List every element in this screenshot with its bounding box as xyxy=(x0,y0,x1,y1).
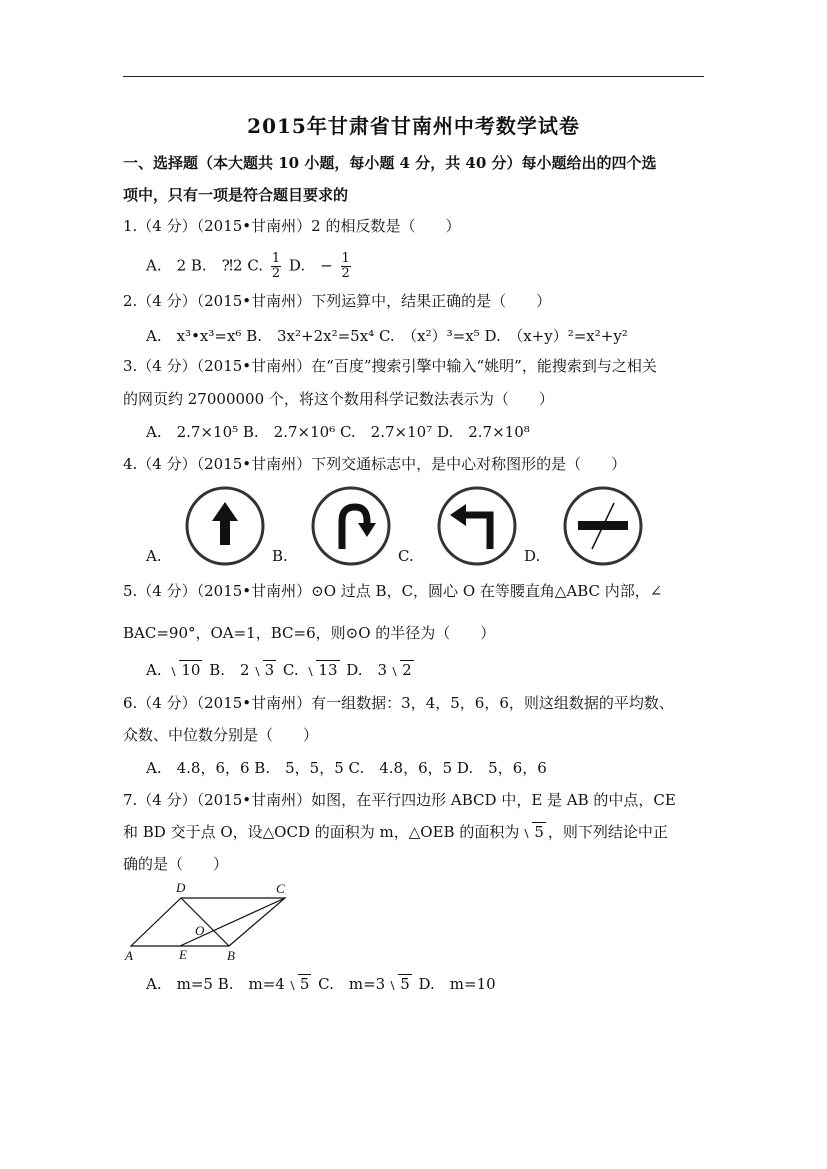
sign-u-turn-icon xyxy=(310,485,392,567)
q6-options: A. 4.8，6，6 B. 5，5，5 C. 4.8，6，5 D. 5，6，6 xyxy=(146,759,547,777)
q4-label-a: A. xyxy=(146,547,162,565)
q5-stem-line1: 5.（4 分）（2015•甘南州）⊙O 过点 B，C，圆心 O 在等腰直角△ABC 内部，∠ xyxy=(123,582,663,600)
q7-stem-line1: 7.（4 分）（2015•甘南州）如图，在平行四边形 ABCD 中，E 是 AB 的中点，CE xyxy=(123,791,676,809)
q2-options: A. x³•x³=x⁶ B. 3x²+2x²=5x⁴ C. （x²）³=x⁵ D. （x+y）²=x²+y² xyxy=(146,327,628,345)
point-label-a: A xyxy=(125,948,133,963)
q1-options xyxy=(146,252,354,281)
q1-fraction-d xyxy=(341,252,351,281)
parallelogram-diagram xyxy=(123,880,303,966)
sqrt-10 xyxy=(168,659,202,681)
q5-options xyxy=(146,659,416,681)
q1-stem: 1.（4 分）（2015•甘南州）2 的相反数是（ ） xyxy=(123,217,461,235)
frac-denominator: 2 xyxy=(271,266,281,281)
q7-option-c: C. m=3 xyxy=(313,975,386,993)
point-label-c: C xyxy=(276,881,285,896)
frac-numerator: 1 xyxy=(341,251,350,266)
q6-stem-line1: 6.（4 分）（2015•甘南州）有一组数据：3，4，5，6，6，则这组数据的平均数、 xyxy=(123,694,674,712)
q3-stem-line2: 的网页约 27000000 个，将这个数用科学记数法表示为（ ） xyxy=(123,390,554,408)
q3-options: A. 2.7×10⁵ B. 2.7×10⁶ C. 2.7×10⁷ D. 2.7×10⁸ xyxy=(146,423,530,441)
radicand: 2 xyxy=(402,661,412,679)
radicand: 5 xyxy=(534,823,544,841)
q3-stem-line1: 3.（4 分）（2015•甘南州）在“百度”搜索引擎中输入“姚明”，能搜索到与之相关 xyxy=(123,357,657,375)
radicand: 5 xyxy=(400,975,410,993)
q7-options xyxy=(146,973,496,995)
point-label-e: E xyxy=(179,947,187,962)
q7-stem-line2 xyxy=(123,821,668,843)
q4-label-b: B. xyxy=(272,547,288,565)
q7-option-d: D. m=10 xyxy=(413,975,496,993)
point-label-o: O xyxy=(195,923,205,938)
section-heading-line1: 一、选择题（本大题共 10 小题，每小题 4 分，共 40 分）每小题给出的四个选 xyxy=(123,154,657,172)
header-rule xyxy=(123,76,704,77)
sign-left-turn-icon xyxy=(436,485,518,567)
q5-stem-line2: BAC=90°，OA=1，BC=6，则⊙O 的半径为（ ） xyxy=(123,624,496,642)
frac-denominator: 2 xyxy=(341,266,350,281)
sqrt-3 xyxy=(252,659,277,681)
q7-stem-text-end: ，则下列结论中正 xyxy=(547,823,668,841)
q7-option-ab: A. m=5 B. m=4 xyxy=(146,975,285,993)
q4-stem: 4.（4 分）（2015•甘南州）下列交通标志中，是中心对称图形的是（ ） xyxy=(123,455,627,473)
q5-option-b: B. 2 xyxy=(204,661,250,679)
q7-stem-line3: 确的是（ ） xyxy=(123,855,229,873)
q2-stem: 2.（4 分）（2015•甘南州）下列运算中，结果正确的是（ ） xyxy=(123,292,552,310)
q4-label-d: D. xyxy=(524,547,541,565)
sign-no-parking-bar-icon xyxy=(562,485,644,567)
radicand: 10 xyxy=(181,661,201,679)
q5-option-a: A. xyxy=(146,661,162,679)
sign-straight-arrow-icon xyxy=(184,485,266,567)
radicand: 13 xyxy=(318,661,338,679)
point-label-d: D xyxy=(176,880,186,895)
sqrt-5 xyxy=(521,821,546,843)
q5-option-c: C. xyxy=(278,661,299,679)
sqrt-2 xyxy=(389,659,414,681)
q4-label-c: C. xyxy=(398,547,414,565)
radicand: 5 xyxy=(299,975,310,993)
q6-stem-line2: 众数、中位数分别是（ ） xyxy=(123,726,319,744)
page-title: 2015年甘肃省甘南州中考数学试卷 xyxy=(247,114,580,138)
frac-numerator: 1 xyxy=(271,251,281,266)
q5-option-d: D. 3 xyxy=(341,661,388,679)
radicand: 3 xyxy=(264,661,275,679)
q1-option-d: D. − xyxy=(288,256,333,275)
q7-stem-text: 和 BD 交于点 O，设△OCD 的面积为 m，△OEB 的面积为 xyxy=(123,823,520,841)
section-heading-line2: 项中，只有一项是符合题目要求的 xyxy=(123,186,349,204)
point-label-b: B xyxy=(227,948,235,963)
sqrt-5 xyxy=(387,973,412,995)
sqrt-13 xyxy=(305,659,339,681)
sqrt-5 xyxy=(287,973,312,995)
q1-options-abc: A. 2 B. ⁈2 C. xyxy=(146,256,264,275)
q1-fraction-c xyxy=(271,252,281,281)
